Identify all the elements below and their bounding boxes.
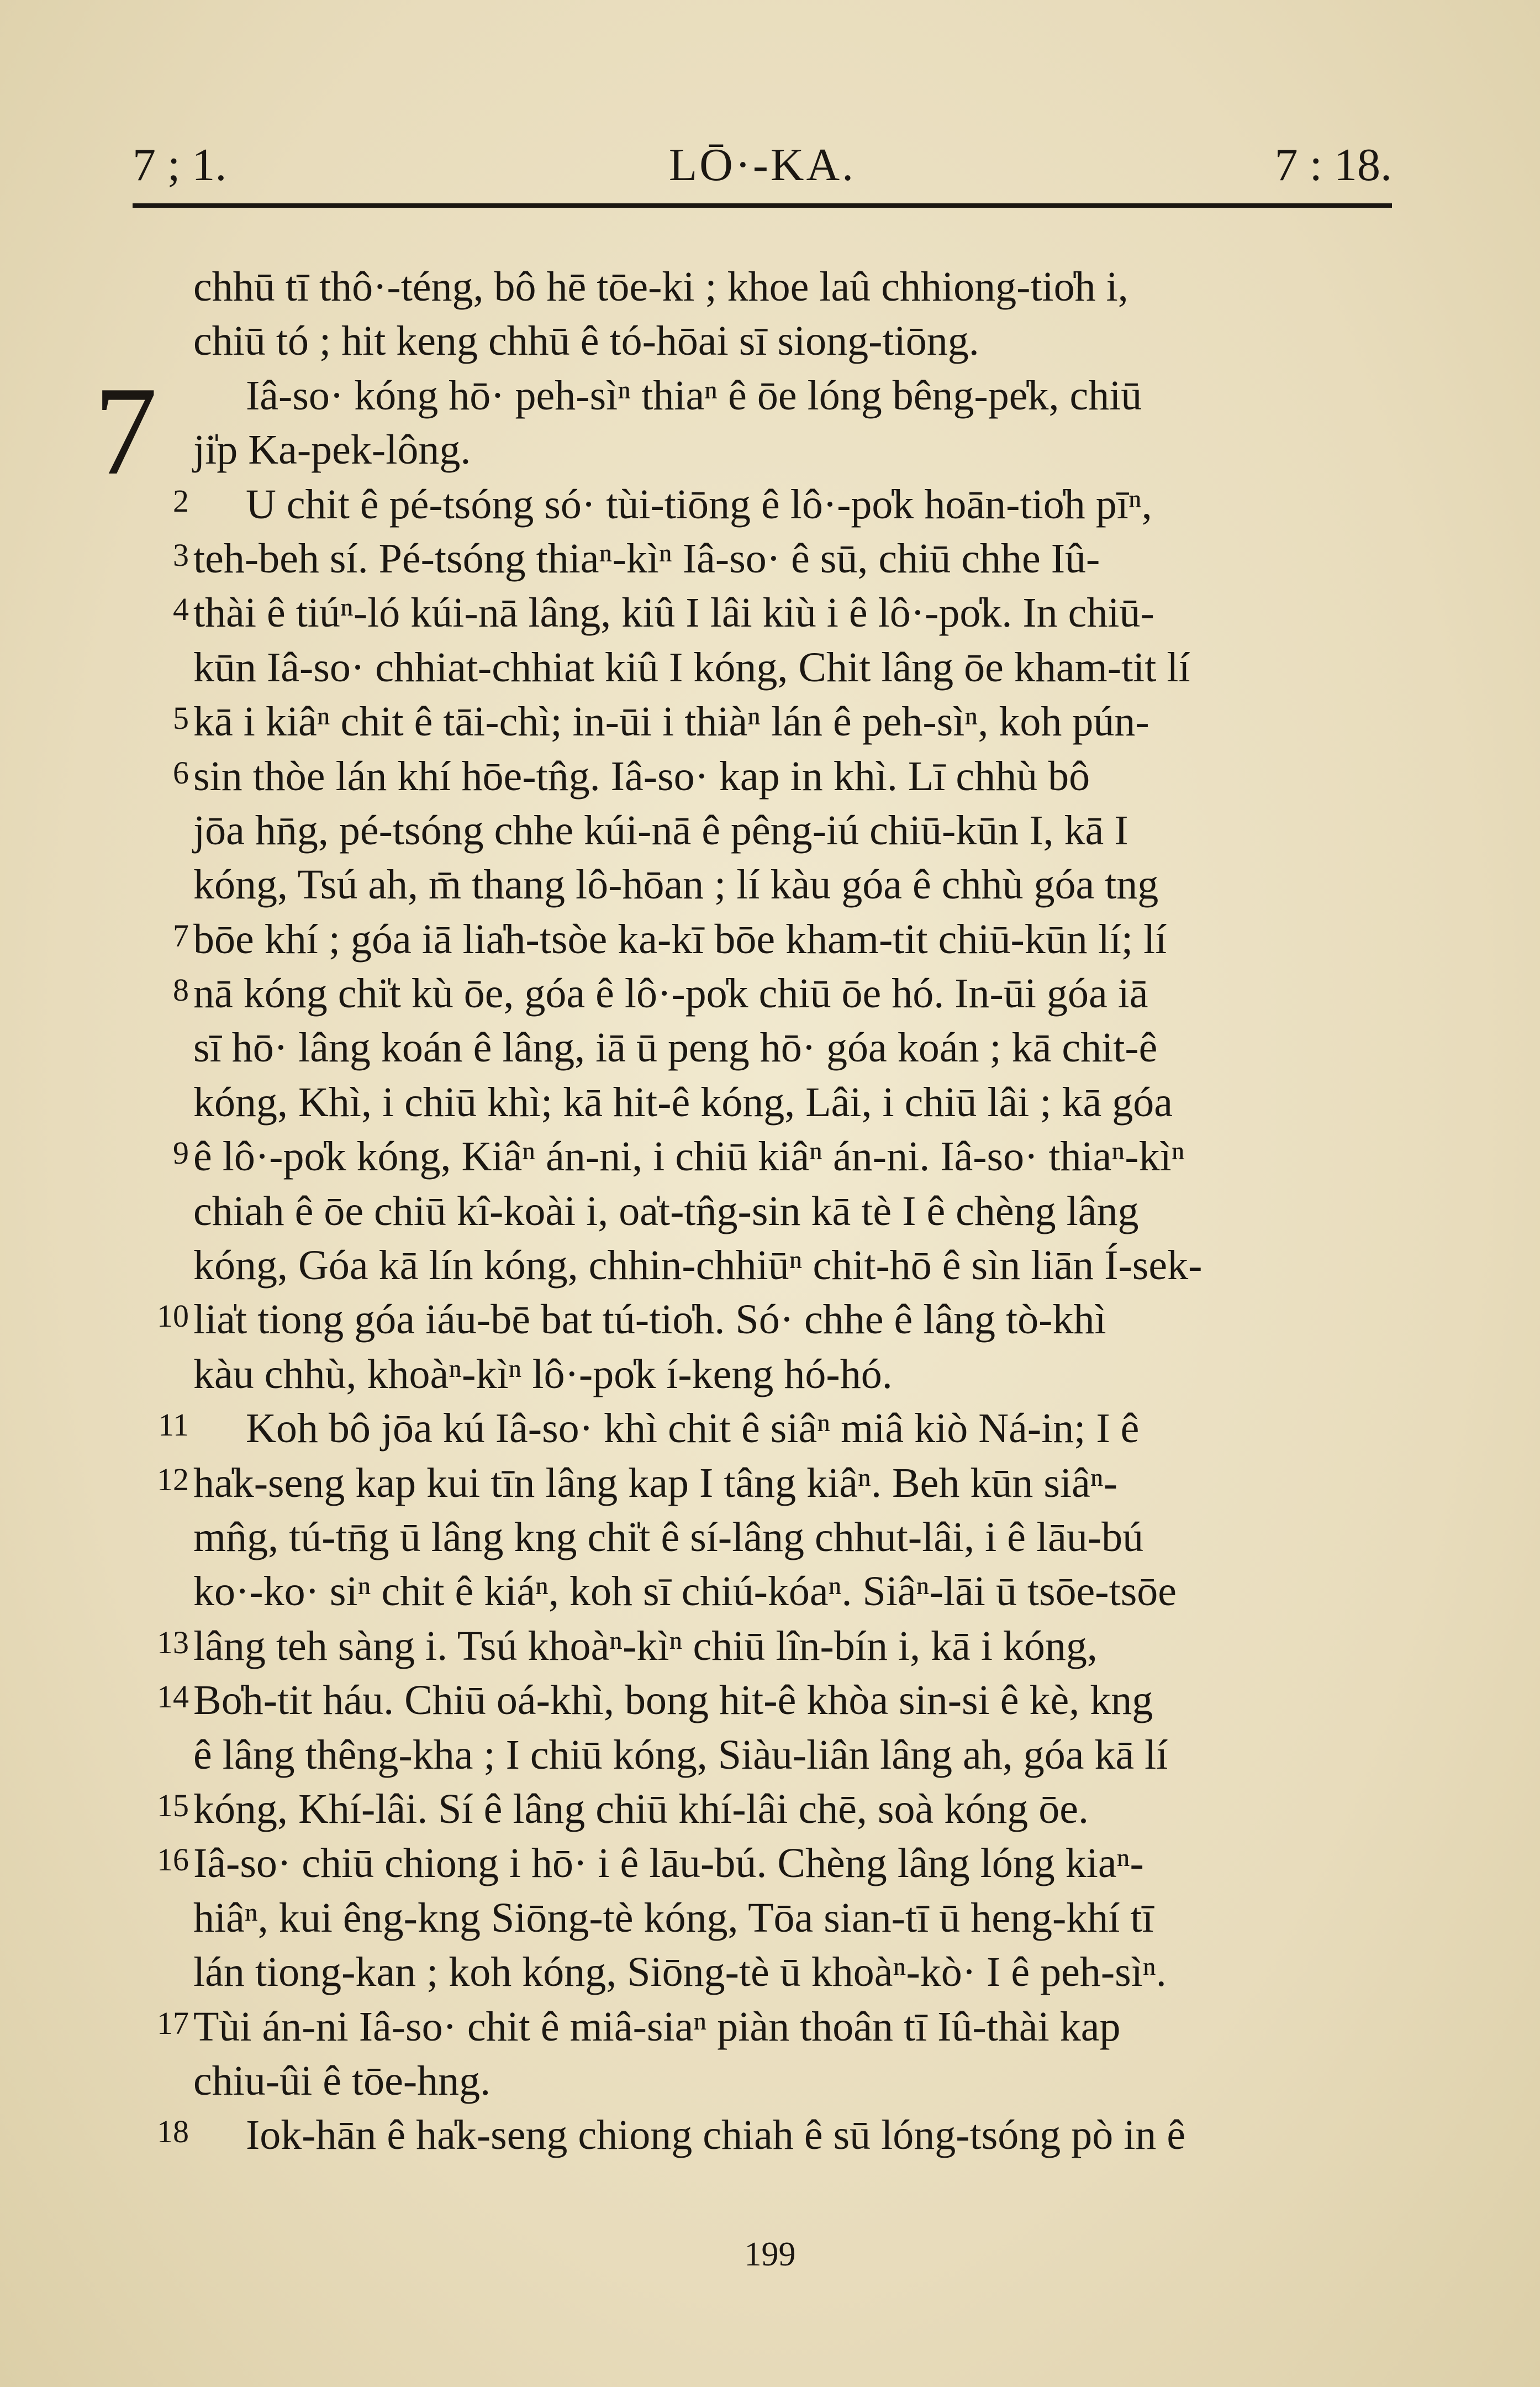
line-text: ha̍k-seng kap kui tīn lâng kap I tâng kiâⁿ. Beh kūn siâⁿ- bbox=[193, 1459, 1118, 1506]
line-text: ko·-ko· siⁿ chit ê kiáⁿ, koh sī chiú-kóaⁿ. Siâⁿ-lāi ū tsōe-tsōe bbox=[193, 1568, 1177, 1615]
line-text: lia̍t tiong góa iáu-bē bat tú-tio̍h. Só· chhe ê lâng tò-khì bbox=[193, 1296, 1106, 1343]
line-text: thài ê tiúⁿ-ló kúi-nā lâng, kiû I lâi kiù i ê lô·-po̍k. In chiū- bbox=[193, 590, 1154, 637]
text-line bbox=[173, 477, 1381, 532]
line-text: kóng, Góa kā lín kóng, chhin-chhiūⁿ chit-hō ê sìn liān Í-sek- bbox=[193, 1242, 1203, 1289]
text-line bbox=[193, 1728, 1381, 1782]
line-text: kóng, Tsú ah, m̄ thang lô-hōan ; lí kàu góa ê chhù góa tng bbox=[193, 861, 1159, 908]
verse-number: 5 bbox=[173, 700, 189, 737]
line-text: teh-beh sí. Pé-tsóng thiaⁿ-kìⁿ Iâ-so· ê sū, chiū chhe Iû- bbox=[193, 535, 1100, 582]
verse-number: 18 bbox=[157, 2113, 189, 2150]
text-line bbox=[173, 966, 1381, 1021]
text-line bbox=[193, 2054, 1381, 2108]
chapter-number: 7 bbox=[94, 360, 157, 501]
text-line bbox=[173, 586, 1381, 640]
line-text: chiū tó ; hit keng chhū ê tó-hōai sī siong-tiōng. bbox=[193, 318, 979, 365]
line-text: nā kóng chi̍t kù ōe, góa ê lô·-po̍k chiū ōe hó. In-ūi góa iā bbox=[193, 970, 1148, 1017]
verse-number: 8 bbox=[173, 972, 189, 1008]
verse-number: 12 bbox=[157, 1461, 189, 1497]
text-line bbox=[157, 1456, 1381, 1510]
text-line bbox=[193, 1238, 1381, 1292]
line-text: ê lâng thêng-kha ; I chiū kóng, Siàu-liân lâng ah, góa kā lí bbox=[193, 1731, 1168, 1778]
text-line bbox=[157, 1673, 1381, 1727]
text-line bbox=[193, 1021, 1381, 1075]
text-line bbox=[193, 640, 1381, 695]
verse-number: 6 bbox=[173, 754, 189, 791]
line-text: sin thòe lán khí hōe-tn̂g. Iâ-so· kap in khì. Lī chhù bô bbox=[193, 753, 1090, 800]
text-line bbox=[157, 2000, 1381, 2054]
line-text: U chit ê pé-tsóng só· tùi-tiōng ê lô·-po̍k hoān-tio̍h pīⁿ, bbox=[246, 481, 1152, 528]
line-text: Iâ-so· kóng hō· peh-sìⁿ thiaⁿ ê ōe lóng bêng-pe̍k, chiū bbox=[246, 372, 1142, 419]
page-number: 199 bbox=[744, 2236, 796, 2273]
text-line bbox=[193, 1510, 1381, 1564]
verse-number: 2 bbox=[173, 482, 189, 519]
verse-number: 15 bbox=[157, 1787, 189, 1823]
text-line bbox=[173, 912, 1381, 966]
line-text: kóng, Khì, i chiū khì; kā hit-ê kóng, Lâi, i chiū lâi ; kā góa bbox=[193, 1079, 1173, 1126]
verse-number: 9 bbox=[173, 1135, 189, 1171]
line-text: jōa hn̄g, pé-tsóng chhe kúi-nā ê pêng-iú chiū-kūn I, kā I bbox=[193, 807, 1128, 854]
verse-number: 10 bbox=[157, 1298, 189, 1334]
line-text: bōe khí ; góa iā lia̍h-tsòe ka-kī bōe kham-tit chiū-kūn lí; lí bbox=[193, 916, 1167, 963]
text-line bbox=[193, 314, 1381, 368]
header-title: LŌ·-KA. bbox=[668, 139, 856, 191]
text-line bbox=[193, 1891, 1381, 1945]
chapter-text bbox=[94, 260, 1381, 2163]
line-text: chhū tī thô·-téng, bô hē tōe-ki ; khoe laû chhiong-tio̍h i, bbox=[193, 264, 1128, 310]
verse-number: 14 bbox=[157, 1679, 189, 1715]
text-line bbox=[157, 1292, 1381, 1347]
line-text: Koh bô jōa kú Iâ-so· khì chit ê siâⁿ miâ kiò Ná-in; I ê bbox=[246, 1405, 1140, 1452]
line-text: hiâⁿ, kui êng-kng Siōng-tè kóng, Tōa sian-tī ū heng-khí tī bbox=[193, 1894, 1154, 1941]
verse-number: 13 bbox=[157, 1624, 189, 1660]
text-line bbox=[193, 803, 1381, 858]
text-line bbox=[193, 1184, 1381, 1238]
line-text: chiu-ûi ê tōe-hng. bbox=[193, 2057, 491, 2104]
text-line bbox=[193, 423, 1381, 477]
line-text: lán tiong-kan ; koh kóng, Siōng-tè ū khoàⁿ-kò· I ê peh-sìⁿ. bbox=[193, 1949, 1167, 1996]
line-text: kā i kiâⁿ chit ê tāi-chì; in-ūi i thiàⁿ lán ê peh-sìⁿ, koh pún- bbox=[193, 698, 1149, 745]
text-line bbox=[173, 749, 1381, 803]
verse-number: 4 bbox=[173, 591, 189, 628]
line-text: Iok-hān ê ha̍k-seng chiong chiah ê sū lóng-tsóng pò in ê bbox=[246, 2112, 1186, 2159]
line-text: chiah ê ōe chiū kî-koài i, oa̍t-tn̂g-sin kā tè I ê chèng lâng bbox=[193, 1187, 1139, 1234]
text-line bbox=[193, 1564, 1381, 1618]
text-line bbox=[158, 1401, 1381, 1455]
line-text: kūn Iâ-so· chhiat-chhiat kiû I kóng, Chit lâng ōe kham-tit lí bbox=[193, 644, 1190, 691]
verse-number: 7 bbox=[173, 917, 189, 954]
line-text: Tùi án-ni Iâ-so· chit ê miâ-siaⁿ piàn thoân tī Iû-thài kap bbox=[193, 2003, 1121, 2050]
line-text: Iâ-so· chiū chiong i hō· i ê lāu-bú. Chèng lâng lóng kiaⁿ- bbox=[193, 1840, 1144, 1887]
line-text: lâng teh sàng i. Tsú khoàⁿ-kìⁿ chiū lîn-bín i, kā i kóng, bbox=[193, 1622, 1098, 1669]
text-line bbox=[157, 2108, 1381, 2162]
text-line bbox=[157, 1782, 1381, 1836]
verse-number: 3 bbox=[173, 537, 189, 573]
header-left-reference: 7 ; 1. bbox=[133, 139, 227, 191]
line-text: kàu chhù, khoàⁿ-kìⁿ lô·-po̍k í-keng hó-hó. bbox=[193, 1350, 893, 1397]
text-line bbox=[173, 1129, 1381, 1184]
verse-number: 16 bbox=[157, 1842, 189, 1878]
verse-number: 11 bbox=[158, 1407, 189, 1443]
text-line bbox=[193, 1347, 1381, 1401]
verse-number: 17 bbox=[157, 2005, 189, 2041]
text-line bbox=[193, 1075, 1381, 1129]
line-text: ji̍p Ka-pek-lông. bbox=[193, 427, 471, 474]
header-rule bbox=[133, 203, 1392, 208]
text-line bbox=[157, 1836, 1381, 1890]
text-line bbox=[193, 858, 1381, 912]
line-text: sī hō· lâng koán ê lâng, iā ū peng hō· góa koán ; kā chit-ê bbox=[193, 1024, 1158, 1071]
line-text: ê lô·-po̍k kóng, Kiâⁿ án-ni, i chiū kiâⁿ án-ni. Iâ-so· thiaⁿ-kìⁿ bbox=[193, 1133, 1185, 1180]
text-line bbox=[157, 1619, 1381, 1673]
line-text: kóng, Khí-lâi. Sí ê lâng chiū khí-lâi chē, soà kóng ōe. bbox=[193, 1785, 1089, 1832]
line-text: Bo̍h-tit háu. Chiū oá-khì, bong hit-ê khòa sin-si ê kè, kng bbox=[193, 1677, 1153, 1724]
text-line bbox=[193, 369, 1381, 423]
header-right-reference: 7 : 18. bbox=[1274, 139, 1392, 191]
text-line bbox=[193, 1945, 1381, 1999]
running-header bbox=[133, 138, 1392, 199]
text-line bbox=[173, 695, 1381, 749]
text-line bbox=[193, 260, 1381, 314]
text-line bbox=[173, 532, 1381, 586]
line-text: mn̂g, tú-tn̄g ū lâng kng chi̍t ê sí-lâng chhut-lâi, i ê lāu-bú bbox=[193, 1513, 1144, 1560]
